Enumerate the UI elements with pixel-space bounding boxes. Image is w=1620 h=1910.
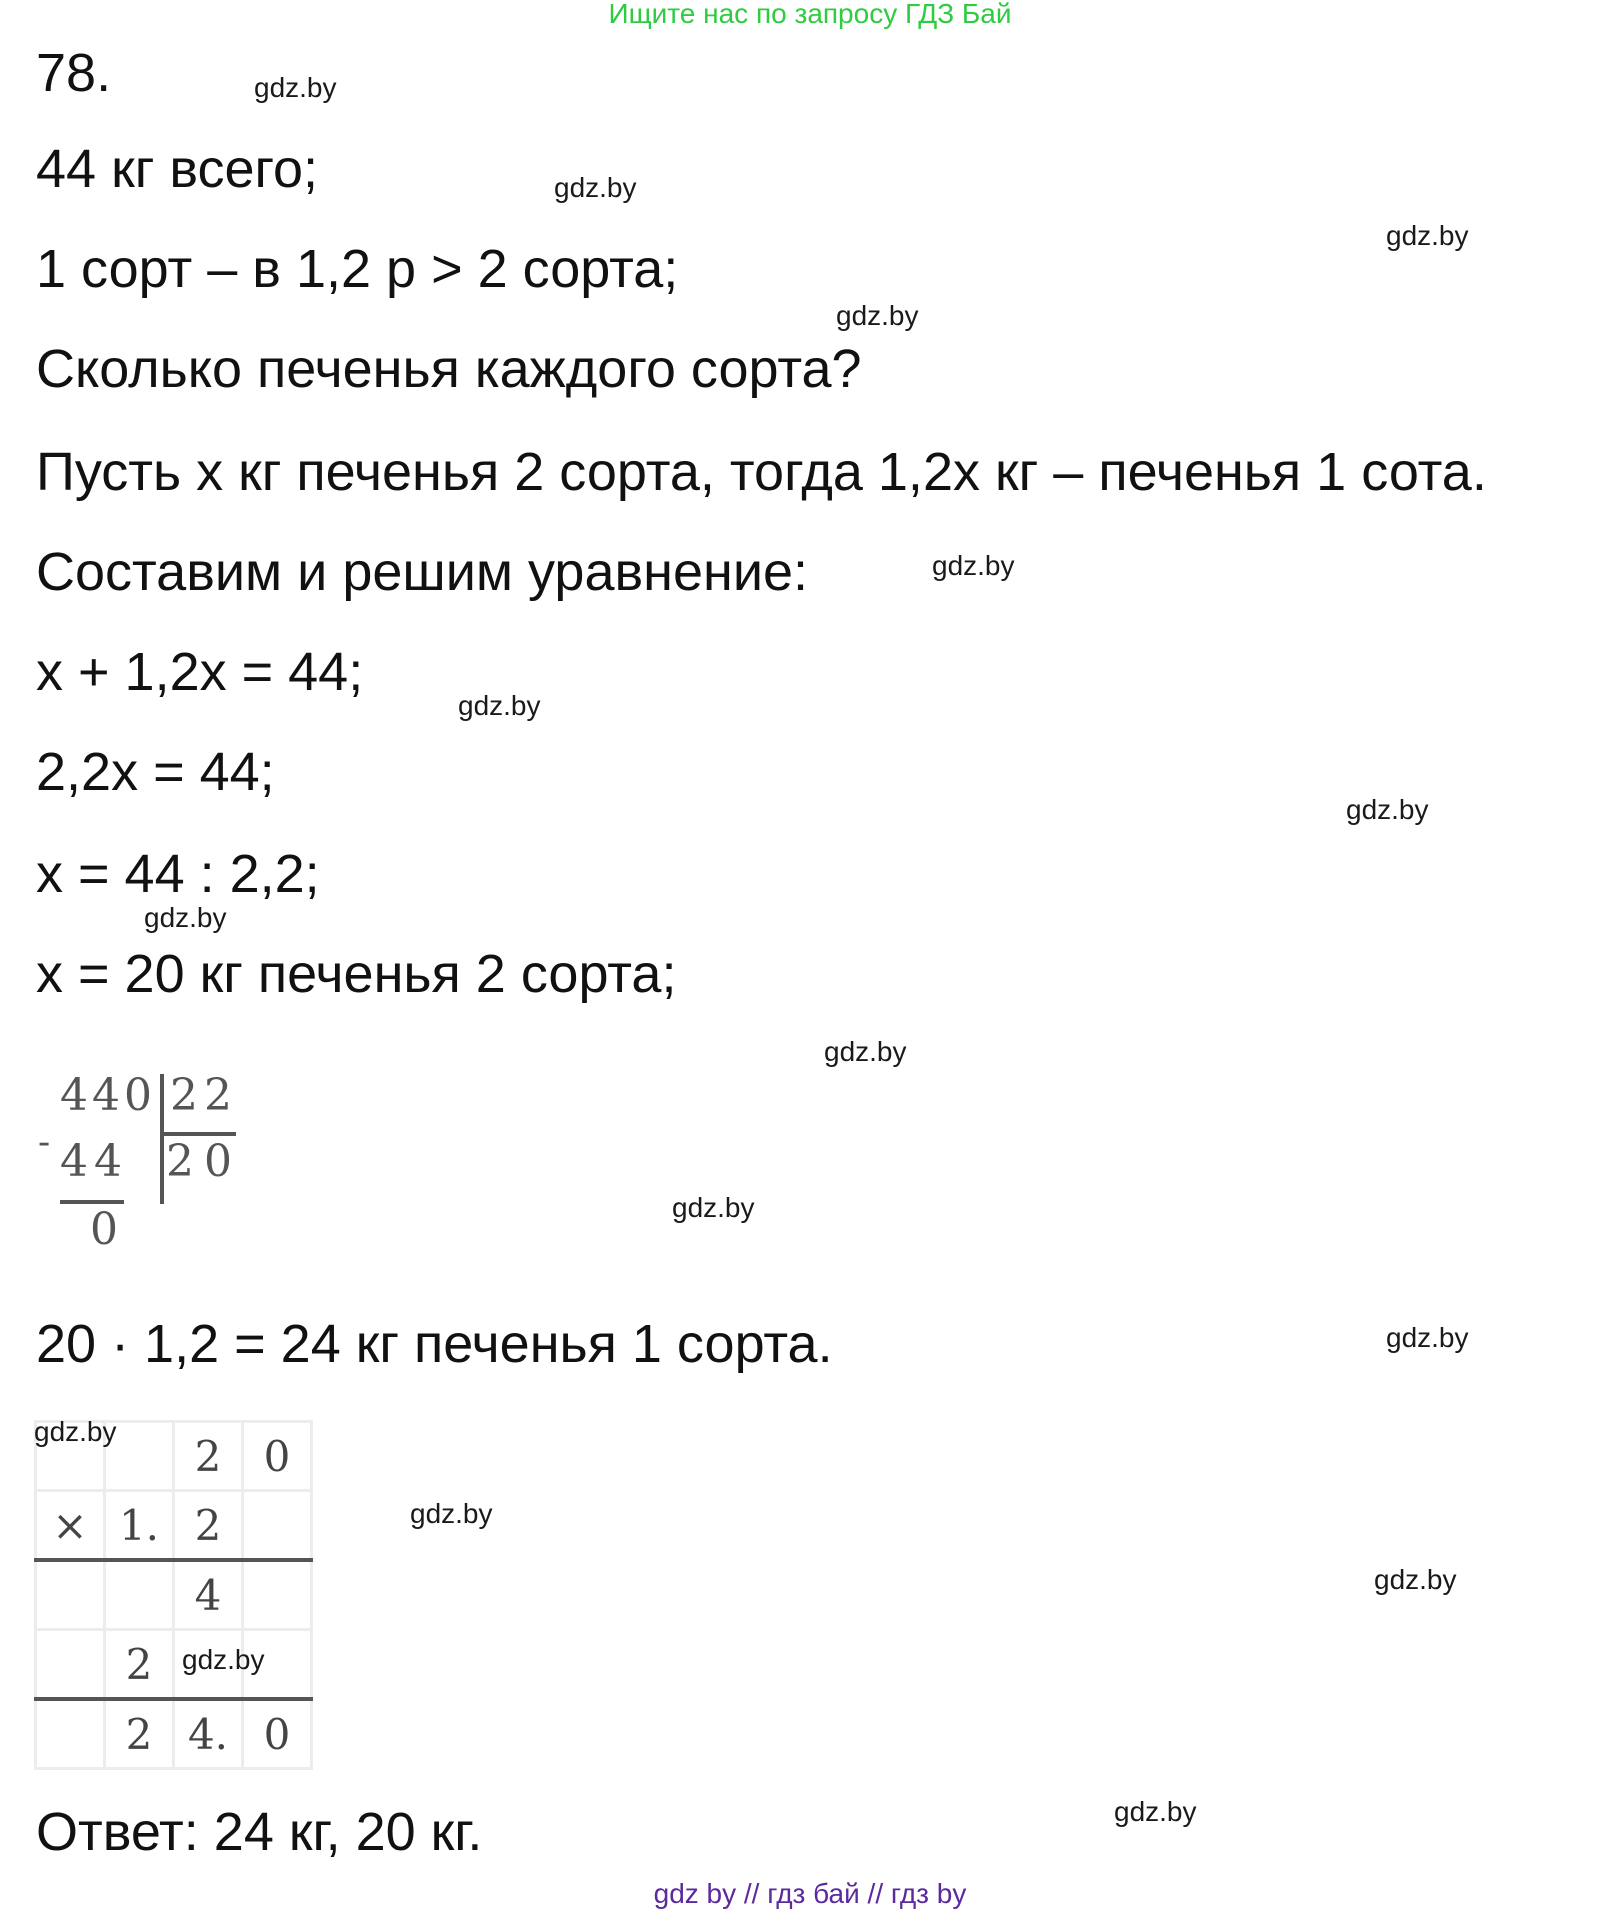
division-divisor: 22 [170, 1070, 238, 1121]
watermark: gdz.by [182, 1644, 265, 1675]
division-minus: - [38, 1122, 51, 1163]
mult-cell [36, 1630, 105, 1700]
watermark: gdz.by [1114, 1796, 1197, 1827]
mult-cell [243, 1560, 312, 1630]
division-quotient: 20 [166, 1136, 242, 1187]
mult-cell: 1. [105, 1491, 174, 1561]
line-let: Пусть x кг печенья 2 сорта, тогда 1,2x кг – печенья 1 сота. [36, 442, 1487, 502]
watermark: gdz.by [254, 72, 337, 103]
mult-cell: 0 [243, 1699, 312, 1769]
watermark: gdz.by [672, 1192, 755, 1223]
watermark: gdz.by [458, 690, 541, 721]
line-question: Сколько печенья каждого сорта? [36, 339, 862, 399]
footer-links: gdz by // гдз бай // гдз by [653, 1878, 967, 1909]
mult-cell [36, 1699, 105, 1769]
watermark: gdz.by [1386, 1322, 1469, 1353]
task-number: 78. [36, 43, 112, 103]
watermark: gdz.by [836, 300, 919, 331]
division-remainder: 0 [90, 1204, 118, 1255]
line-total: 44 кг всего; [36, 139, 319, 199]
mult-sign: × [36, 1491, 105, 1561]
watermark: gdz.by [1386, 220, 1469, 251]
mult-cell: 2 [174, 1491, 243, 1561]
watermark: gdz.by [554, 172, 637, 203]
mult-cell: 2 [105, 1630, 174, 1700]
mult-cell: 0 [243, 1422, 312, 1491]
line-equation-2: 2,2x = 44; [36, 742, 275, 802]
line-answer: Ответ: 24 кг, 20 кг. [36, 1802, 483, 1862]
long-division [34, 1070, 244, 1260]
line-result-x: x = 20 кг печенья 2 сорта; [36, 944, 677, 1004]
mult-cell [105, 1560, 174, 1630]
watermark: gdz.by [410, 1498, 493, 1529]
watermark: gdz.by [144, 902, 227, 933]
line-ratio: 1 сорт – в 1,2 р > 2 сорта; [36, 239, 679, 299]
mult-cell: 2 [105, 1699, 174, 1769]
watermark: gdz.by [932, 550, 1015, 581]
mult-cell: 4 [174, 1560, 243, 1630]
watermark: gdz.by [1374, 1564, 1457, 1595]
multiplication-grid [34, 1420, 313, 1770]
division-subtrahend: 44 [60, 1136, 128, 1187]
division-vertical-line [160, 1074, 164, 1204]
watermark: gdz.by [34, 1416, 117, 1447]
watermark: gdz.by [1346, 794, 1429, 825]
watermark: gdz.by [824, 1036, 907, 1067]
line-equation-1: x + 1,2x = 44; [36, 642, 364, 702]
mult-cell [36, 1560, 105, 1630]
search-banner: Ищите нас по запросу ГДЗ Бай [608, 0, 1012, 29]
line-equation-3: x = 44 : 2,2; [36, 844, 320, 904]
mult-cell [243, 1491, 312, 1561]
mult-cell: 2 [174, 1422, 243, 1491]
line-first-grade: 20 · 1,2 = 24 кг печенья 1 сорта. [36, 1314, 833, 1374]
mult-cell: 4. [174, 1699, 243, 1769]
line-compose: Составим и решим уравнение: [36, 542, 809, 602]
division-dividend: 440 [60, 1070, 156, 1121]
